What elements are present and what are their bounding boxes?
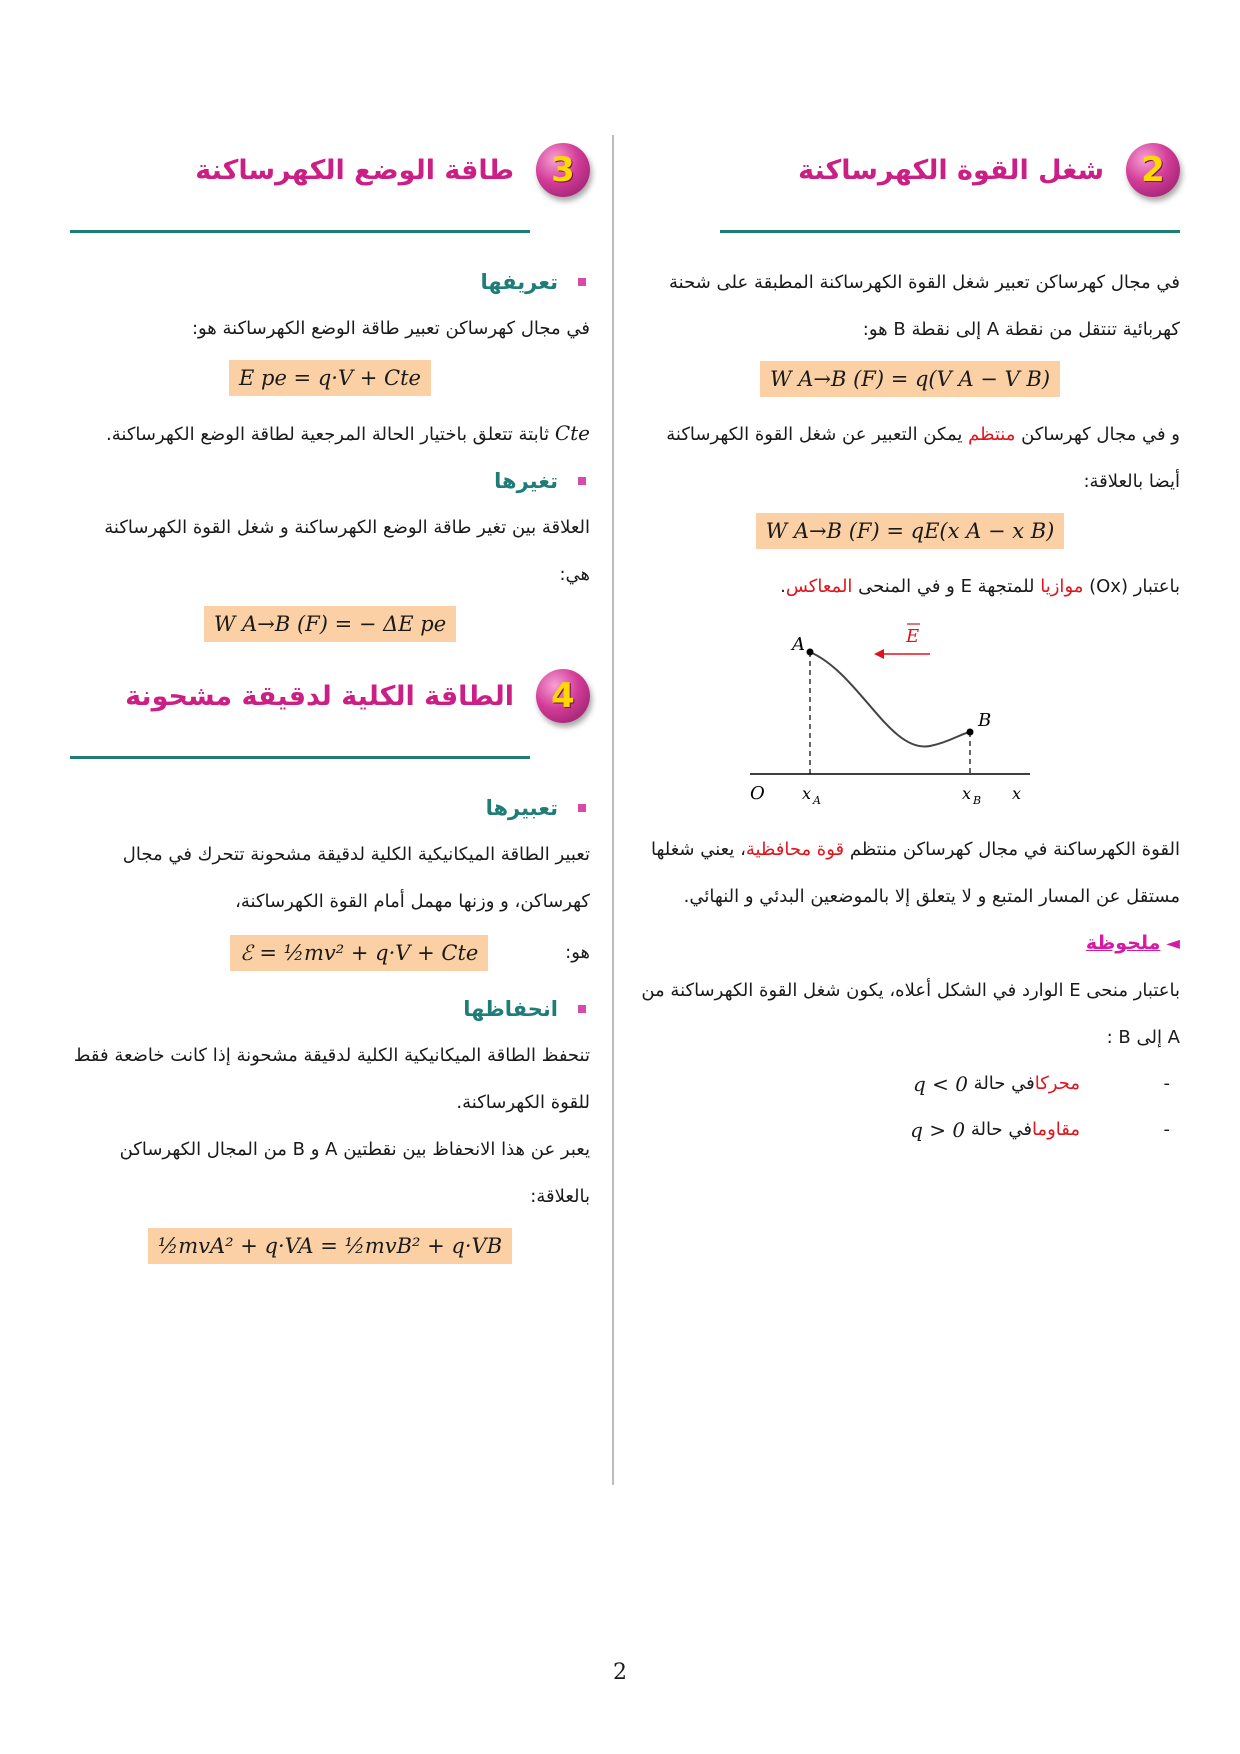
section-3-formula-1-row — [70, 360, 590, 396]
section-3-sub-1 — [70, 259, 590, 305]
potential-energy-formula — [229, 360, 431, 396]
section-2-badge: 2 — [1126, 143, 1180, 197]
p3-mid: للمتجهة E و في المنحى — [852, 576, 1041, 597]
label-B: B — [978, 710, 992, 731]
trajectory-curve — [810, 652, 970, 747]
section-4-sub-1-text: تعبيرها — [485, 796, 558, 820]
section-4-title: الطاقة الكلية لدقيقة مشحونة — [125, 680, 514, 712]
square-bullet-icon — [578, 1005, 586, 1013]
bullet-dash-2: - — [1163, 1119, 1170, 1140]
page-number: 2 — [613, 1660, 627, 1685]
section-4-sub-1 — [70, 785, 590, 831]
p2-start: و في مجال كهرساكن — [1015, 424, 1180, 445]
label-xA: x — [802, 784, 812, 803]
note-arrow-icon: ◄ — [1166, 933, 1180, 954]
bullet-resisting — [640, 1107, 1180, 1153]
bullet-2-rest: في حالة — [970, 1119, 1032, 1140]
p3-red-2: المعاكس — [785, 576, 853, 597]
column-divider — [612, 135, 614, 1485]
square-bullet-icon — [578, 278, 586, 286]
p4-start: القوة الكهرساكنة في مجال كهرساكن منتظم — [844, 839, 1180, 860]
work-formula-field-text: W A→B (F) = qE(x A − x B) — [765, 519, 1055, 543]
bullet-dash-1: - — [1163, 1073, 1170, 1094]
work-formula-potential — [760, 361, 1060, 397]
left-column — [70, 130, 590, 1278]
section-3-badge: 3 — [536, 143, 590, 197]
bullet-2-math: q > 0 — [910, 1118, 966, 1142]
trajectory-graph — [740, 614, 1040, 814]
section-3-paragraph-3: العلاقة بين تغير طاقة الوضع الكهرساكنة و شغل القوة الكهرساكنة هي: — [104, 517, 590, 585]
section-3-sub-2 — [70, 458, 590, 504]
section-4-badge: 4 — [536, 669, 590, 723]
section-4-sub-2-text: انحفاظها — [463, 997, 558, 1021]
square-bullet-icon — [578, 477, 586, 485]
label-xB: x — [962, 784, 972, 803]
energy-conservation-formula-text: ½mvA² + q·VA = ½mvB² + q·VB — [157, 1234, 503, 1258]
p2-end: يمكن التعبير عن شغل القوة الكهرساكنة أيضا بالعلاقة: — [666, 424, 1180, 492]
section-4-formula-2-row — [70, 1228, 590, 1264]
section-4 — [70, 656, 590, 1264]
label-x: x — [1012, 784, 1022, 803]
section-2 — [640, 130, 1180, 1153]
label-E: E — [906, 626, 920, 647]
note-label: ملحوظة — [1085, 932, 1161, 954]
p3-end: . — [780, 576, 786, 597]
p4-red: قوة محافظية — [745, 839, 845, 860]
work-formula-field — [756, 513, 1065, 549]
work-energy-formula-text: W A→B (F) = − ΔE pe — [213, 612, 447, 636]
p3-red-1: موازيا — [1040, 576, 1084, 597]
p2-red: منتظم — [968, 424, 1016, 445]
section-2-paragraph-3 — [640, 563, 1180, 610]
section-3-paragraph-2-text: ثابتة تتعلق باختيار الحالة المرجعية لطاقة الوضع الكهرساكنة. — [106, 424, 555, 445]
point-B — [967, 729, 974, 736]
section-4-formula-1-row — [70, 929, 590, 976]
section-4-paragraph-2: تنحفظ الطاقة الميكانيكية الكلية لدقيقة مشحونة إذا كانت خاضعة فقط للقوة الكهرساكنة. — [73, 1045, 590, 1113]
section-2-formula-1-row — [640, 361, 1180, 397]
section-4-paragraph-1-end: هو: — [565, 942, 590, 963]
label-A: A — [792, 634, 805, 655]
work-energy-formula — [204, 606, 456, 642]
section-4-paragraph-1: تعبير الطاقة الميكانيكية الكلية لدقيقة مشحونة تتحرك في مجال كهرساكن، و وزنها مهمل أمام القوة الكهرساكنة، — [122, 844, 590, 912]
energy-conservation-formula — [148, 1228, 512, 1264]
section-4-header — [70, 656, 590, 736]
bullet-1-red: محركا — [1034, 1073, 1080, 1094]
section-2-paragraph-2 — [640, 411, 1180, 505]
section-2-title: شغل القوة الكهرساكنة — [798, 154, 1104, 186]
bullet-driving — [640, 1061, 1180, 1107]
label-xB-sub: B — [973, 794, 982, 807]
point-A — [807, 649, 814, 656]
section-2-rule — [720, 230, 1180, 233]
potential-energy-formula-text: E pe = q·V + Cte — [239, 366, 421, 390]
bullet-1-rest: في حالة — [973, 1073, 1035, 1094]
section-2-paragraph-4 — [640, 826, 1180, 920]
bullet-2-red: مقاوما — [1031, 1119, 1080, 1140]
note-heading — [640, 920, 1180, 967]
section-3-rule — [70, 230, 530, 233]
section-2-formula-2-row — [640, 513, 1180, 549]
section-3-formula-2-row — [70, 606, 590, 642]
section-2-paragraph-1: في مجال كهرساكن تعبير شغل القوة الكهرساكنة المطبقة على شحنة كهربائية تنتقل من نقطة A إلى نقطة B هو: — [669, 272, 1180, 340]
label-O: O — [750, 783, 765, 804]
work-formula-potential-text: W A→B (F) = q(V A − V B) — [769, 367, 1051, 391]
section-4-rule — [70, 756, 530, 759]
square-bullet-icon — [578, 804, 586, 812]
cte-symbol: Cte — [554, 421, 590, 445]
section-3-paragraph-1: في مجال كهرساكن تعبير طاقة الوضع الكهرساكنة هو: — [191, 318, 590, 339]
section-2-header — [640, 130, 1180, 210]
label-xA-sub: A — [813, 794, 821, 807]
section-3-title: طاقة الوضع الكهرساكنة — [195, 154, 514, 186]
section-4-sub-2 — [70, 986, 590, 1032]
section-3 — [70, 130, 590, 642]
section-3-sub-2-text: تغيرها — [494, 469, 558, 493]
mechanical-energy-formula — [230, 935, 488, 971]
trajectory-figure — [740, 614, 1180, 818]
section-2-paragraph-5: باعتبار منحى E الوارد في الشكل أعلاه، يكون شغل القوة الكهرساكنة من A إلى B : — [641, 980, 1180, 1048]
section-3-sub-1-text: تعريفها — [480, 270, 558, 294]
mechanical-energy-formula-text: ℰ = ½mv² + q·V + Cte — [240, 940, 479, 965]
p4-end: ، يعني شغلها مستقل عن المسار المتبع و لا يتعلق إلا بالموضعين البدئي و النهائي. — [651, 839, 1180, 907]
field-arrow-head — [874, 649, 884, 659]
p3-start: باعتبار (Ox) — [1083, 576, 1180, 597]
section-4-paragraph-3: يعبر عن هذا الانحفاظ بين نقطتين A و B من المجال الكهرساكن بالعلاقة: — [119, 1139, 590, 1207]
section-3-paragraph-2 — [70, 410, 590, 458]
bullet-1-math: q < 0 — [912, 1072, 968, 1096]
section-3-header — [70, 130, 590, 210]
